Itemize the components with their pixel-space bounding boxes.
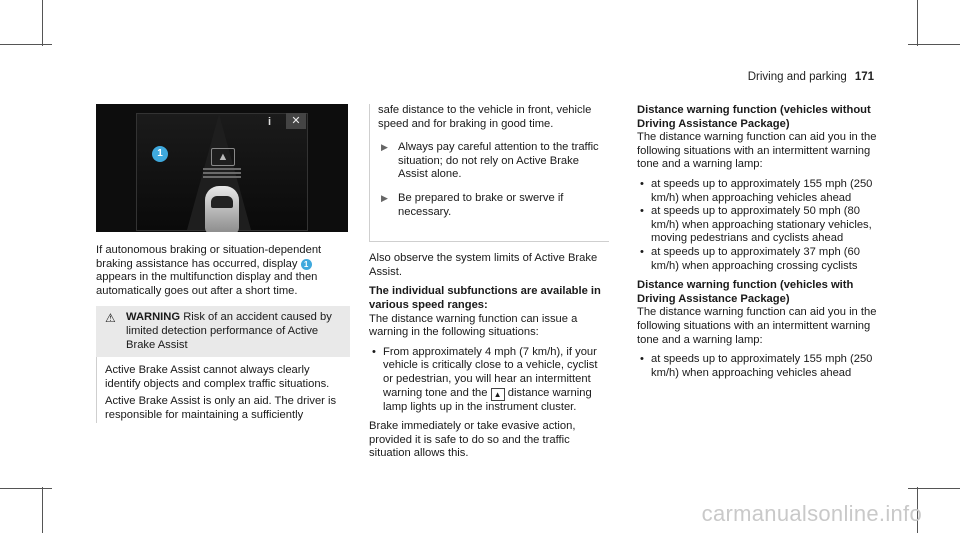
crop-mark <box>917 0 918 46</box>
distance-warning-icon: ▲ <box>211 148 235 166</box>
crop-mark <box>908 44 960 45</box>
warning-triangle-icon: ⚠ <box>105 311 116 326</box>
column-2 <box>369 104 609 467</box>
column-3 <box>637 104 889 386</box>
warning-box <box>96 306 350 422</box>
paragraph: The distance warning function can aid you in the following situations with an intermittent warning tone and a warning lamp: <box>637 306 877 346</box>
list-item: • at speeds up to approximately 155 mph (250 km/h) when approaching vehicles ahead <box>637 353 889 380</box>
section-title: Driving and parking <box>747 71 847 83</box>
car-icon <box>205 186 239 232</box>
bullet-list <box>637 353 889 380</box>
list-item: • at speeds up to approximately 37 mph (60 km/h) when approaching crossing cyclists <box>637 246 889 273</box>
list-item: • From approximately 4 mph (7 km/h), if your vehicle is critically close to a vehicle, cyclist or pedestrian, you will hear an intermittent warning tone and the ▲ distance warning lamp lights up in the instrument cluster. <box>369 346 609 414</box>
column-1 <box>96 104 350 427</box>
info-icon: i <box>268 116 272 128</box>
warning-paragraph: Active Brake Assist is only an aid. The driver is responsible for maintaining a sufficiently <box>105 395 337 421</box>
watermark: carmanualsonline.info <box>701 501 922 526</box>
warning-header <box>96 306 350 357</box>
instruction-item: ▶ Always pay careful attention to the traffic situation; do not rely on Active Brake Assist alone. <box>378 141 601 182</box>
bullet-list <box>369 346 609 414</box>
section-heading: The individual subfunctions are available in various speed ranges: <box>369 285 601 311</box>
crop-mark <box>908 488 960 489</box>
paragraph: The distance warning function can aid you in the following situations with an intermittent warning tone and a warning lamp: <box>637 131 877 171</box>
distance-warning-lamp-icon: ▲ <box>491 388 505 401</box>
crop-mark <box>0 488 52 489</box>
warning-box-continued <box>369 104 609 242</box>
warning-paragraph: safe distance to the vehicle in front, vehicle speed and for braking in good time. <box>378 104 592 130</box>
list-item: • at speeds up to approximately 155 mph (250 km/h) when approaching vehicles ahead <box>637 178 889 205</box>
crop-mark <box>0 44 52 45</box>
paragraph: The distance warning function can issue a warning in the following situations: <box>369 312 578 339</box>
close-icon: ✕ <box>286 113 306 129</box>
display-panel <box>136 113 308 231</box>
intro-paragraph: If autonomous braking or situation-dependent braking assistance has occurred, display 1 appears in the multifunction display and then automatically goes out after a short time. <box>96 244 322 297</box>
page-number: 171 <box>854 71 874 83</box>
section-heading: Distance warning function (vehicles with Driving Assistance Package) <box>637 279 854 305</box>
warning-title: Risk of an accident caused by limited detection performance of Active Brake Assist <box>126 311 332 351</box>
section-heading: Distance warning function (vehicles without Driving Assistance Package) <box>637 104 871 130</box>
instruction-item: ▶ Be prepared to brake or swerve if necessary. <box>378 192 601 219</box>
multifunction-display-figure <box>96 104 348 232</box>
warning-label: WARNING <box>126 311 181 324</box>
warning-body <box>96 357 350 422</box>
bullet-list <box>637 178 889 273</box>
page-header <box>748 71 874 83</box>
callout-badge-inline: 1 <box>301 259 312 270</box>
braking-lines-graphic <box>203 168 241 180</box>
paragraph: Also observe the system limits of Active Brake Assist. <box>369 252 598 278</box>
list-item: • at speeds up to approximately 50 mph (80 km/h) when approaching stationary vehicles, moving pedestrians and cyclists ahead <box>637 205 889 246</box>
callout-badge: 1 <box>152 146 168 162</box>
paragraph: Brake immediately or take evasive action, provided it is safe to do so and the traffic situation allows this. <box>369 420 576 460</box>
crop-mark <box>42 487 43 533</box>
warning-paragraph: Active Brake Assist cannot always clearly identify objects and complex traffic situations. <box>105 364 330 390</box>
crop-mark <box>42 0 43 46</box>
